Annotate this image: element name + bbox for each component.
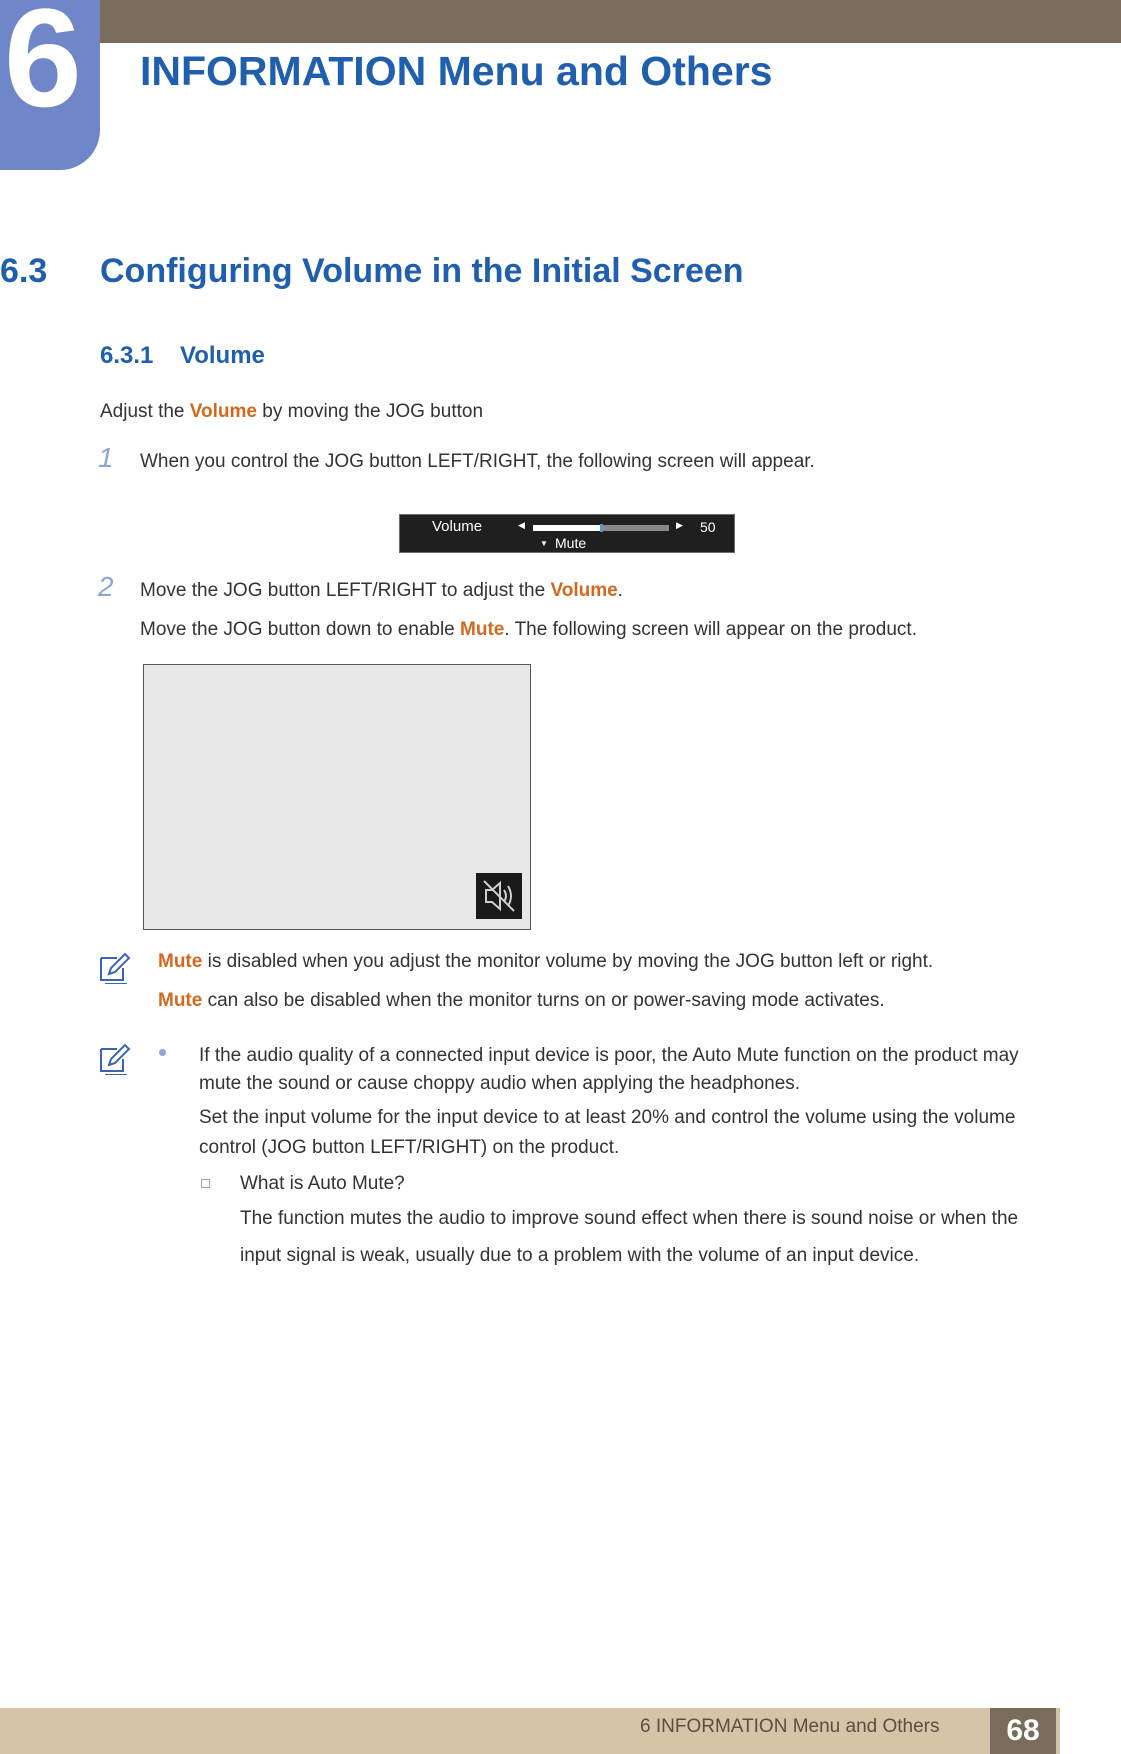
step-2-line-1-pre: Move the JOG button LEFT/RIGHT to adjust the [140, 580, 551, 601]
sub-bullet-icon [201, 1179, 210, 1188]
note-1-line-1-highlight: Mute [158, 951, 203, 972]
step-1-text: When you control the JOG button LEFT/RIGHT, the following screen will appear. [140, 451, 815, 472]
note-1-line-1-rest: is disabled when you adjust the monitor volume by moving the JOG button left or right. [202, 951, 934, 972]
step-2-line-1 [140, 580, 623, 602]
note-1-line-2-rest: can also be disabled when the monitor turns on or power-saving mode activates. [202, 990, 885, 1011]
chapter-tab [0, 0, 100, 170]
volume-slider-fill [533, 525, 601, 531]
intro-highlight: Volume [189, 401, 257, 422]
note-2-bullet-line-2: mute the sound or cause choppy audio when applying the headphones. [199, 1073, 801, 1094]
step-2-line-1-highlight: Volume [550, 580, 618, 601]
note-2-para-line-1: Set the input volume for the input device to at least 20% and control the volume using the volume [199, 1107, 1016, 1128]
subsection-number: 6.3.1 [100, 342, 154, 369]
osd-volume-label: Volume [432, 518, 483, 535]
note-2-sub-title: What is Auto Mute? [240, 1173, 405, 1194]
down-arrow-icon: ▼ [540, 539, 548, 548]
volume-slider [533, 525, 669, 531]
note-1-line-1 [158, 951, 933, 973]
step-2-number: 2 [98, 571, 114, 602]
section-title: Configuring Volume in the Initial Screen [100, 252, 744, 290]
step-2-line-2-highlight: Mute [460, 619, 505, 640]
step-2-line-2-post: . The following screen will appear on the product. [504, 619, 917, 640]
step-2-line-2 [140, 619, 917, 641]
note-2-bullet-line-1: If the audio quality of a connected input device is poor, the Auto Mute function on the product may [199, 1045, 1019, 1066]
section-number: 6.3 [0, 252, 48, 290]
mute-badge [476, 873, 522, 919]
page-number-box [990, 1708, 1056, 1754]
note-2-sub-line-1: The function mutes the audio to improve sound effect when there is sound noise or when the [240, 1208, 1019, 1229]
chapter-number: 6 [4, 0, 82, 136]
note-2-para-line-2: control (JOG button LEFT/RIGHT) on the product. [199, 1137, 620, 1158]
header-bar [0, 0, 1121, 43]
right-arrow-icon: ▶ [676, 520, 683, 530]
product-screen-illustration [143, 664, 531, 930]
osd-volume-value: 50 [700, 519, 716, 535]
bullet-icon [159, 1049, 166, 1056]
speaker-mute-icon [476, 873, 522, 919]
volume-slider-knob [600, 524, 603, 532]
note-1-line-2 [158, 990, 885, 1012]
step-1-number: 1 [98, 442, 114, 473]
subsection-title: Volume [180, 342, 265, 369]
left-arrow-icon: ◀ [518, 520, 525, 530]
step-2-line-2-pre: Move the JOG button down to enable [140, 619, 461, 640]
osd-mute-label: Mute [555, 535, 587, 551]
intro-post: by moving the JOG button [257, 401, 484, 422]
note-icon [97, 1041, 131, 1075]
note-icon [97, 950, 131, 984]
note-1-line-2-highlight: Mute [158, 990, 203, 1011]
footer-chapter-title: 6 INFORMATION Menu and Others [640, 1716, 940, 1737]
intro-text [100, 401, 483, 423]
note-2-sub-line-2: input signal is weak, usually due to a problem with the volume of an input device. [240, 1245, 920, 1266]
step-2-line-1-post: . [617, 580, 623, 601]
intro-pre: Adjust the [100, 401, 190, 422]
volume-osd [399, 514, 735, 553]
page-number: 68 [1006, 1714, 1040, 1747]
chapter-title: INFORMATION Menu and Others [140, 48, 773, 94]
